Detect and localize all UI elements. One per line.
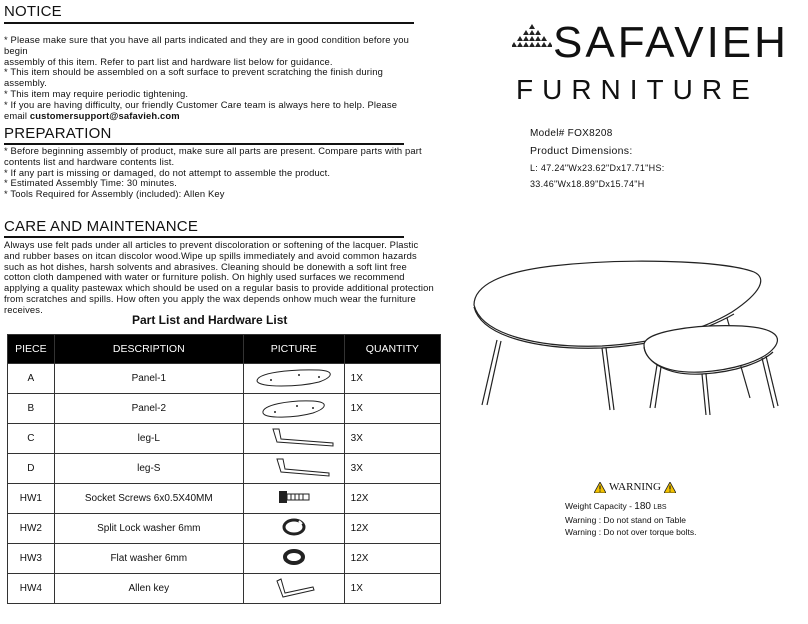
piece-cell: B — [8, 394, 55, 424]
piece-cell: D — [8, 454, 55, 484]
preparation-heading: PREPARATION — [4, 125, 112, 142]
description-cell: leg-L — [54, 424, 243, 454]
description-cell: Socket Screws 6x0.5X40MM — [54, 484, 243, 514]
piece-cell: HW4 — [8, 574, 55, 604]
care-heading: CARE AND MAINTENANCE — [4, 218, 199, 235]
picture-cell — [243, 544, 344, 574]
table-row — [8, 394, 441, 424]
quantity-cell: 3X — [344, 454, 440, 484]
quantity-cell: 1X — [344, 364, 440, 394]
piece-cell: C — [8, 424, 55, 454]
warning-title-row — [594, 481, 676, 493]
parts-table-header — [8, 335, 441, 364]
description-cell: Panel-2 — [54, 394, 243, 424]
capacity-unit: LBS — [653, 504, 667, 511]
warning-line-2: Warning : Do not over torque bolts. — [565, 527, 697, 537]
description-cell: Panel-1 — [54, 364, 243, 394]
dimensions-large: L: 47.24"Wx23.62"Dx17.71"HS: — [530, 163, 665, 173]
picture-cell — [243, 394, 344, 424]
notice-heading: NOTICE — [4, 3, 62, 20]
allen-key-icon — [249, 575, 339, 599]
parts-table — [7, 334, 441, 604]
split-lock-washer-icon — [249, 515, 339, 539]
warning-line-1: Warning : Do not stand on Table — [565, 515, 686, 525]
warning-triangle-icon — [664, 482, 676, 493]
warning-title: WARNING — [609, 481, 661, 493]
table-row — [8, 484, 441, 514]
table-row — [8, 364, 441, 394]
header-picture: PICTURE — [243, 335, 344, 364]
piece-cell: HW2 — [8, 514, 55, 544]
description-cell: Flat washer 6mm — [54, 544, 243, 574]
dimensions-small: 33.46"Wx18.89"Dx15.74"H — [530, 179, 645, 189]
notice-body: * Please make sure that you have all parts indicated and they are in good condition before you begin assembly of this item. Refer to part list and hardware list below for guidance. * This item should be assembled on a soft surface to prevent scratching the finish during assembly. * This item may require periodic tightening. * If you are having difficulty, our friendly Customer Care team is always here to help. Please email — [4, 34, 409, 121]
socket-screw-icon — [249, 485, 339, 509]
picture-cell — [243, 514, 344, 544]
capacity-value: 180 — [634, 501, 651, 512]
support-email[interactable]: customersupport@safavieh.com — [29, 109, 180, 121]
picture-cell — [243, 454, 344, 484]
brand-name: SAFAVIEH — [553, 18, 789, 67]
description-cell: Allen key — [54, 574, 243, 604]
picture-cell — [243, 484, 344, 514]
nesting-tables-illustration — [462, 250, 782, 420]
quantity-cell: 12X — [344, 514, 440, 544]
flat-washer-icon — [249, 545, 339, 569]
header-description: DESCRIPTION — [54, 335, 243, 364]
table-row — [8, 544, 441, 574]
piece-cell: A — [8, 364, 55, 394]
table-row — [8, 424, 441, 454]
brand-subtitle: FURNITURE — [516, 74, 759, 105]
table-row — [8, 454, 441, 484]
piece-cell: HW3 — [8, 544, 55, 574]
care-text: Always use felt pads under all articles to prevent discoloration or softening of the lacquer. Plastic and rubber bases on itcan discolor wood.Wipe up spills immediately and avoid common hazards such as hot dishes, harsh solvents and abrasives. Cleaning should be donewith a soft lint free cotton cloth dampened with water or furniture polish. On highly used surfaces we recommend applying a quality pastewax which should be used on a regular basis to provide additional protection from scratches and spills. How often you apply the wax depends onhow much wear the furniture receives. — [4, 239, 434, 315]
leg-l-icon — [249, 425, 339, 449]
header-piece: PIECE — [8, 335, 55, 364]
leg-s-icon — [249, 455, 339, 479]
picture-cell — [243, 424, 344, 454]
dimensions-label: Product Dimensions: — [530, 145, 633, 157]
quantity-cell: 3X — [344, 424, 440, 454]
description-cell: leg-S — [54, 454, 243, 484]
parts-table-title: Part List and Hardware List — [132, 313, 288, 327]
panel-2-icon — [249, 395, 339, 419]
care-rule — [4, 236, 404, 238]
warning-triangle-icon — [594, 482, 606, 493]
table-row — [8, 574, 441, 604]
panel-1-icon — [249, 365, 339, 389]
header-quantity: QUANTITY — [344, 335, 440, 364]
piece-cell: HW1 — [8, 484, 55, 514]
picture-cell — [243, 364, 344, 394]
quantity-cell: 1X — [344, 394, 440, 424]
model-number: Model# FOX8208 — [530, 128, 613, 139]
picture-cell — [243, 574, 344, 604]
weight-capacity: Weight Capacity - 180 LBS — [565, 501, 667, 512]
preparation-text: * Before beginning assembly of product, make sure all parts are present. Compare parts with part contents list and hardware contents list. * If any part is missing or damaged, do not attempt to assemble the product. * Estimated Assembly Time: 30 minutes. * Tools Required for Assembly (included): Allen Key — [4, 145, 422, 200]
notice-text — [4, 35, 424, 121]
table-row — [8, 514, 441, 544]
quantity-cell: 1X — [344, 574, 440, 604]
quantity-cell: 12X — [344, 484, 440, 514]
brand-logo-icon — [512, 24, 552, 60]
quantity-cell: 12X — [344, 544, 440, 574]
notice-rule — [4, 22, 414, 24]
description-cell: Split Lock washer 6mm — [54, 514, 243, 544]
